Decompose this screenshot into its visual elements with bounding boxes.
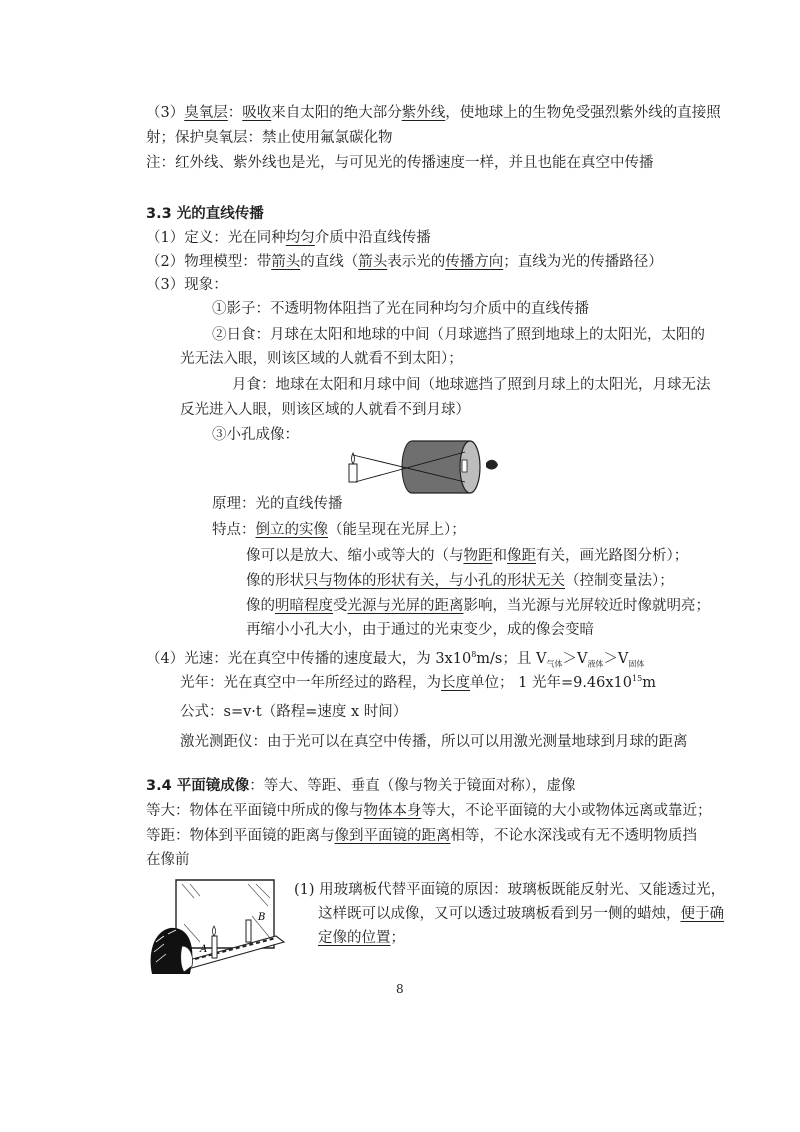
note-line: 注：红外线、紫外线也是光，与可见光的传播速度一样，并且也能在真空中传播 <box>146 155 654 171</box>
features-line: 特点：倒立的实像（能呈现在光屏上）； <box>212 522 466 538</box>
feature-brightness-line: 像的明暗程度受光源与光屏的距离影响，当光源与光屏较近时像就明亮； <box>246 598 710 614</box>
candle-body <box>349 464 357 482</box>
plane-mirror-experiment-illustration <box>148 876 288 974</box>
candle-b <box>246 920 251 942</box>
formula-line: 公式：s=v·t（路程=速度 x 时间） <box>180 704 408 720</box>
glass-reason-line-1: (1) 用玻璃板代替平面镜的原因：玻璃板既能反射光、又能透过光， <box>294 882 726 898</box>
observer-head <box>151 928 193 974</box>
svg-text:B: B <box>258 912 266 923</box>
ozone-line-1: （3）臭氧层：吸收来自太阳的绝大部分紫外线，使地球上的生物免受强烈紫外线的直接照 <box>146 105 721 121</box>
definition-line: （1）定义：光在同种均匀介质中沿直线传播 <box>146 230 431 246</box>
feature-size-line: 像可以是放大、缩小或等大的（与物距和像距有关，画光路图分析）； <box>246 548 689 564</box>
glass-reason-line-3: 定像的位置； <box>318 930 405 946</box>
candle-a <box>212 936 217 958</box>
equal-distance-line-1: 等距：物体到平面镜的距离与像到平面镜的距离相等，不论水深浅或有无不透明物质挡 <box>146 828 697 844</box>
feature-aperture-line: 再缩小小孔大小，由于通过的光束变少，成的像会变暗 <box>246 622 594 638</box>
lunar-eclipse-line-2: 反光进入人眼，则该区域的人就看不到月球） <box>180 402 470 418</box>
pinhole-camera-diagram <box>340 438 500 498</box>
solar-eclipse-line-2: 光无法入眼，则该区域的人就看不到太阳）； <box>180 351 463 367</box>
lunar-eclipse-line-1: 月食：地球在太阳和月球中间（地球遮挡了照到月球上的太阳光，月球无法 <box>232 377 711 393</box>
light-year-line: 光年：光在真空中一年所经过的路程，为长度单位； 1 光年$=9.46x10^{15}m$ <box>180 674 656 691</box>
svg-text:A: A <box>200 944 208 955</box>
phenomena-label: （3）现象： <box>146 277 228 293</box>
equal-size-line: 等大：物体在平面镜中所成的像与物体本身等大，不论平面镜的大小或物体远离或靠近； <box>146 803 712 819</box>
section-3-4-title: 3.4 平面镜成像：等大、等距、垂直（像与物关于镜面对称），虚像 <box>146 778 576 794</box>
page-number: 8 <box>396 982 404 996</box>
solar-eclipse-line-1: ②日食：月球在太阳和地球的中间（月球遮挡了照到地球上的太阳光，太阳的 <box>212 327 705 343</box>
section-3-3-title: 3.3 光的直线传播 <box>146 206 264 222</box>
laser-line: 激光测距仪：由于光可以在真空中传播，所以可以用激光测量地球到月球的距离 <box>180 734 688 750</box>
ozone-line-2: 射；保护臭氧层：禁止使用氟氯碳化物 <box>146 130 393 146</box>
shadow-line: ①影子：不透明物体阻挡了光在同种均匀介质中的直线传播 <box>212 301 589 317</box>
feature-shape-line: 像的形状只与物体的形状有关，与小孔的形状无关（控制变量法）； <box>246 573 674 589</box>
glass-reason-line-2: 这样既可以成像，又可以透过玻璃板看到另一侧的蜡烛，便于确 <box>318 906 724 922</box>
inverted-image <box>462 460 467 472</box>
model-line: （2）物理模型：带箭头的直线（箭头表示光的传播方向；直线为光的传播路径） <box>146 254 663 270</box>
pinhole-label: ③小孔成像： <box>212 427 299 443</box>
light-speed-line: （4）光速：光在真空中传播的速度最大，为 $3x10^8m/s$；且 $V_{气体}>V_{液体}>V_{固体}$ <box>146 650 645 669</box>
principle-line: 原理：光的直线传播 <box>212 496 343 512</box>
equal-distance-line-2: 在像前 <box>146 852 190 868</box>
candle-flame <box>351 453 354 464</box>
eye-icon <box>486 460 498 470</box>
